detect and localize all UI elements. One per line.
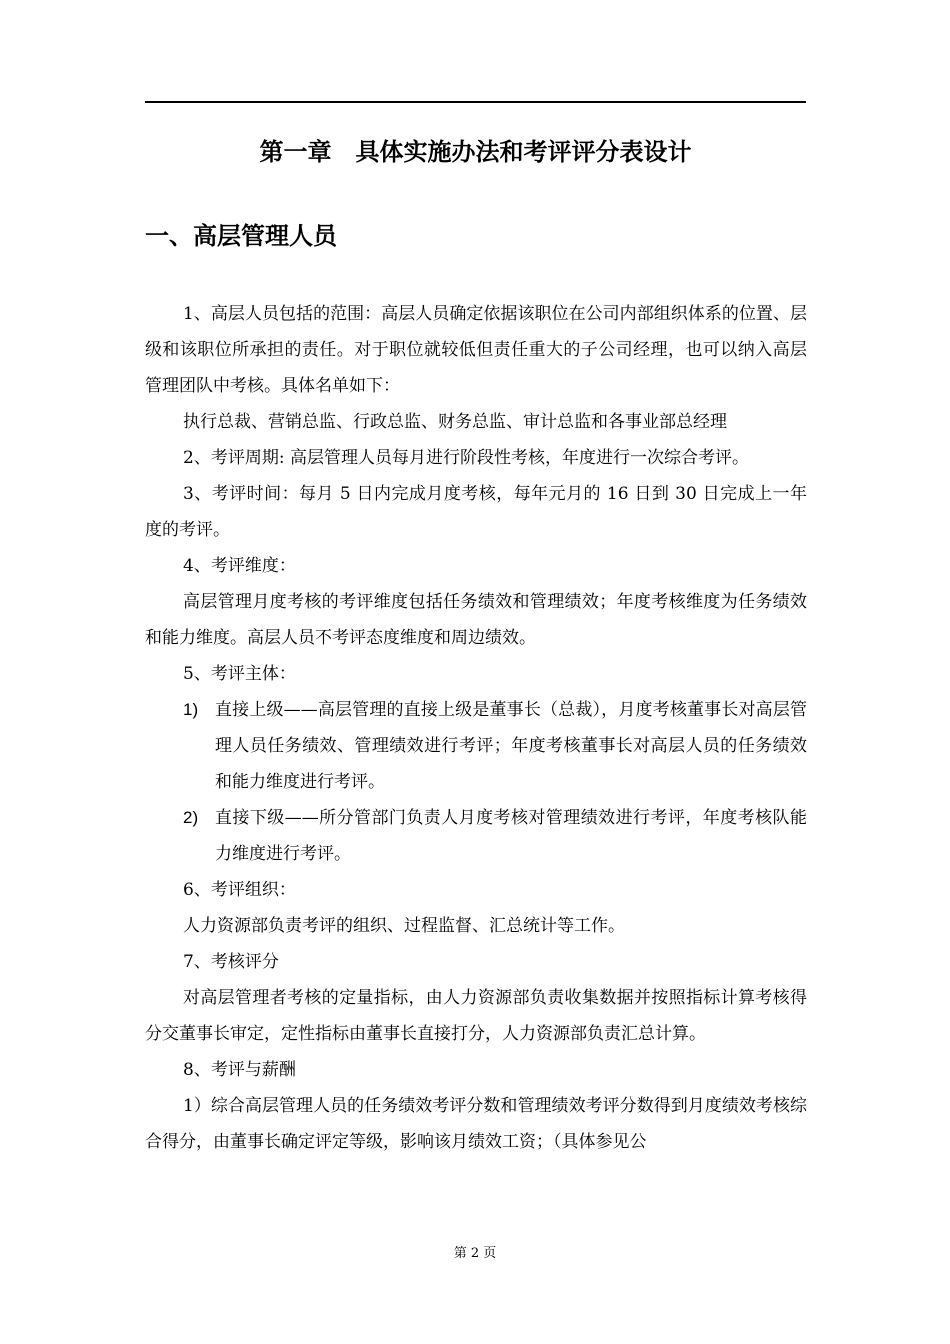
paragraph-organization: 人力资源部负责考评的组织、过程监督、汇总统计等工作。 bbox=[183, 916, 625, 936]
paragraph-scoring: 对高层管理者考核的定量指标，由人力资源部负责收集数据并按照指标计算考核得分交董事长审定，定性指标由董事长直接打分，人力资源部负责汇总计算。 bbox=[145, 988, 807, 1044]
section-heading: 一、高层管理人员 bbox=[145, 222, 337, 250]
header-rule bbox=[145, 101, 806, 103]
list-item bbox=[145, 800, 807, 872]
paragraph-dimension-heading: 4、考评维度： bbox=[183, 556, 296, 576]
body-text bbox=[145, 296, 807, 1160]
chapter-title: 第一章 具体实施办法和考评评分表设计 bbox=[259, 138, 692, 166]
paragraph-organization-heading: 6、考评组织： bbox=[183, 880, 296, 900]
paragraph-dimension: 高层管理月度考核的考评维度包括任务绩效和管理绩效；年度考核维度为任务绩效和能力维度。高层人员不考评态度维度和周边绩效。 bbox=[145, 592, 807, 648]
page-number: 第 2 页 bbox=[453, 1246, 497, 1261]
list-marker: 1) bbox=[183, 700, 199, 719]
paragraph-scope: 1、高层人员包括的范围：高层人员确定依据该职位在公司内部组织体系的位置、层级和该职位所承担的责任。对于职位就较低但责任重大的子公司经理，也可以纳入高层管理团队中考核。具体名单如下： bbox=[145, 304, 807, 396]
paragraph-time: 3、考评时间：每月 5 日内完成月度考核，每年元月的 16 日到 30 日完成上一年度的考评。 bbox=[145, 484, 807, 540]
paragraph-scoring-heading: 7、考核评分 bbox=[183, 952, 279, 972]
list-item bbox=[145, 692, 807, 800]
paragraph-cycle: 2、考评周期: 高层管理人员每月进行阶段性考核，年度进行一次综合考评。 bbox=[183, 448, 749, 468]
list-item-text: 直接上级——高层管理的直接上级是董事长（总裁），月度考核董事长对高层管理人员任务绩效、管理绩效进行考评；年度考核董事长对高层人员的任务绩效和能力维度进行考评。 bbox=[215, 700, 807, 792]
paragraph-name-list: 执行总裁、营销总监、行政总监、财务总监、审计总监和各事业部总经理 bbox=[183, 412, 727, 432]
paragraph-salary-heading: 8、考评与薪酬 bbox=[183, 1060, 296, 1080]
paragraph-salary: 1）综合高层管理人员的任务绩效考评分数和管理绩效考评分数得到月度绩效考核综合得分，由董事长确定评定等级，影响该月绩效工资；（具体参见公 bbox=[145, 1096, 807, 1152]
list-item-text: 直接下级——所分管部门负责人月度考核对管理绩效进行考评，年度考核队能力维度进行考评。 bbox=[215, 808, 807, 864]
list-marker: 2) bbox=[183, 808, 199, 827]
paragraph-subject-heading: 5、考评主体： bbox=[183, 664, 296, 684]
